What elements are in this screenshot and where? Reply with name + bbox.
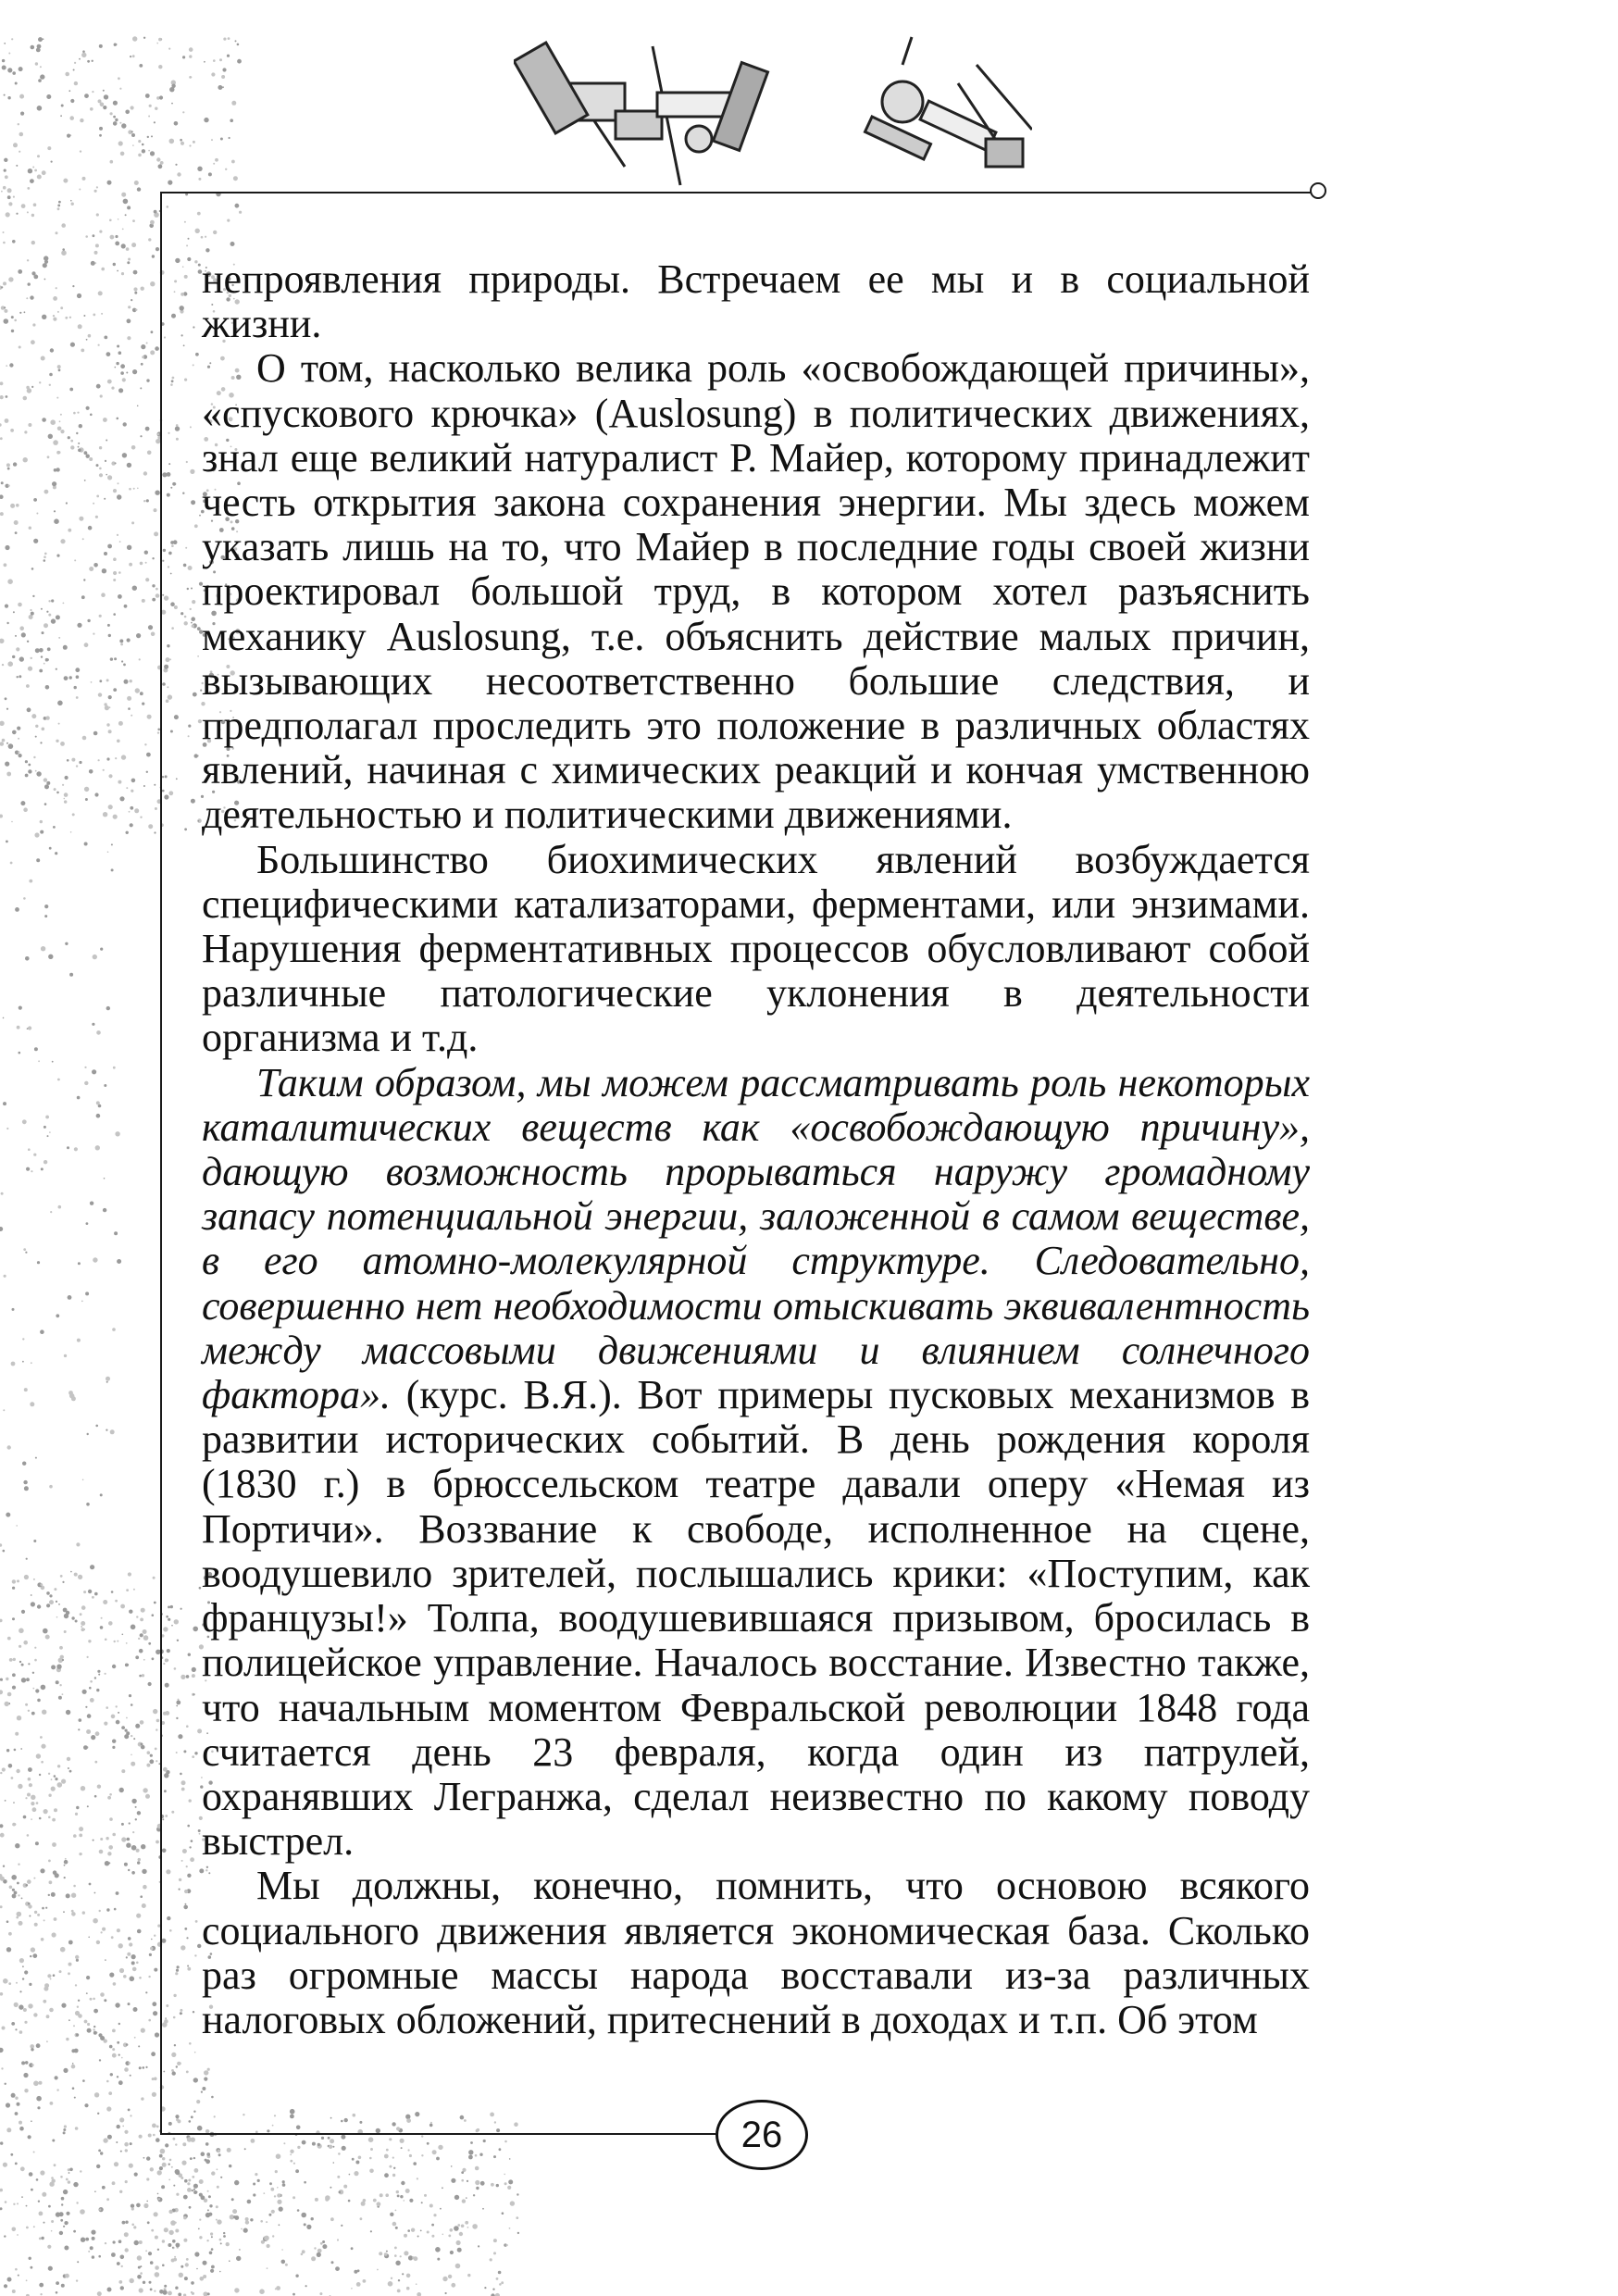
page-body-text (202, 257, 1310, 2042)
frame-left-line (160, 192, 162, 2133)
page-number: 26 (716, 2100, 808, 2170)
frame-bottom-line (160, 2133, 716, 2135)
space-station-right-icon (865, 37, 1032, 167)
paragraph-2: О том, насколько велика роль «освобождающей причины», «спускового крючка» (Auslosung) в политических движениях, знал еще великий натуралист Р. Майер, которому принадлежит честь открытия закона сохранения энергии. Мы здесь можем указать лишь на то, что Майер в последние годы своей жизни проектировал большой труд, в котором хотел разъяснить механику Auslosung, т.е. объяснить действие малых причин, вызывающих несоответственно большие следствия, и предполагал проследить это положение в различных областях явлений, начиная с химических реакций и кончая умственною деятельностью и политическими движениями. (202, 345, 1310, 838)
frame-top-line (160, 192, 1313, 193)
italic-quote: Таким образом, мы можем рассматривать роль некоторых каталитических веществ как «освобождающую причину», дающую возможность прорываться наружу громадному запасу потенциальной энергии, заложенной в самом веществе, в его атомно-молекулярной структуре. Следовательно, совершенно нет необходимости отыскивать эквивалентность между массовыми движениями и влиянием солнечного фактора». (202, 1059, 1310, 1418)
space-station-left-icon (514, 43, 767, 185)
paragraph-1: непроявления природы. Встречаем ее мы и в социальной жизни. (202, 256, 1310, 347)
space-stations-illustration (514, 28, 1032, 199)
paragraph-4 (202, 1061, 1310, 1865)
paragraph-3: Большинство биохимических явлений возбуждается специфическими катализаторами, ферментами, или энзимами. Нарушения ферментативных процессов обусловливают собой различные патологические уклонения в деятельности организма и т.д. (202, 836, 1310, 1061)
paragraph-4-text: (курс. В.Я.). Вот примеры пусковых механизмов в развитии исторических событий. В день рождения короля (1830 г.) в брюссельском театре давали оперу «Немая из Портичи». Воззвание к свободе, исполненное на сцене, воодушевило зрителей, послышались крики: «Поступим, как французы!» Толпа, воодушевившаяся призывом, бросилась в полицейское управление. Началось восстание. Известно также, что начальным моментом Февральской революции 1848 года считается день 23 февраля, когда один из патрулей, охранявших Легранжа, сделал неизвестно по какому поводу выстрел. (202, 1372, 1310, 1865)
frame-corner-circle (1310, 182, 1326, 199)
paragraph-5: Мы должны, конечно, помнить, что основою всякого социального движения является экономическая база. Сколько раз огромные массы народа восставали из-за различных налоговых обложений, притеснений в доходах и т.п. Об этом (202, 1863, 1310, 2042)
